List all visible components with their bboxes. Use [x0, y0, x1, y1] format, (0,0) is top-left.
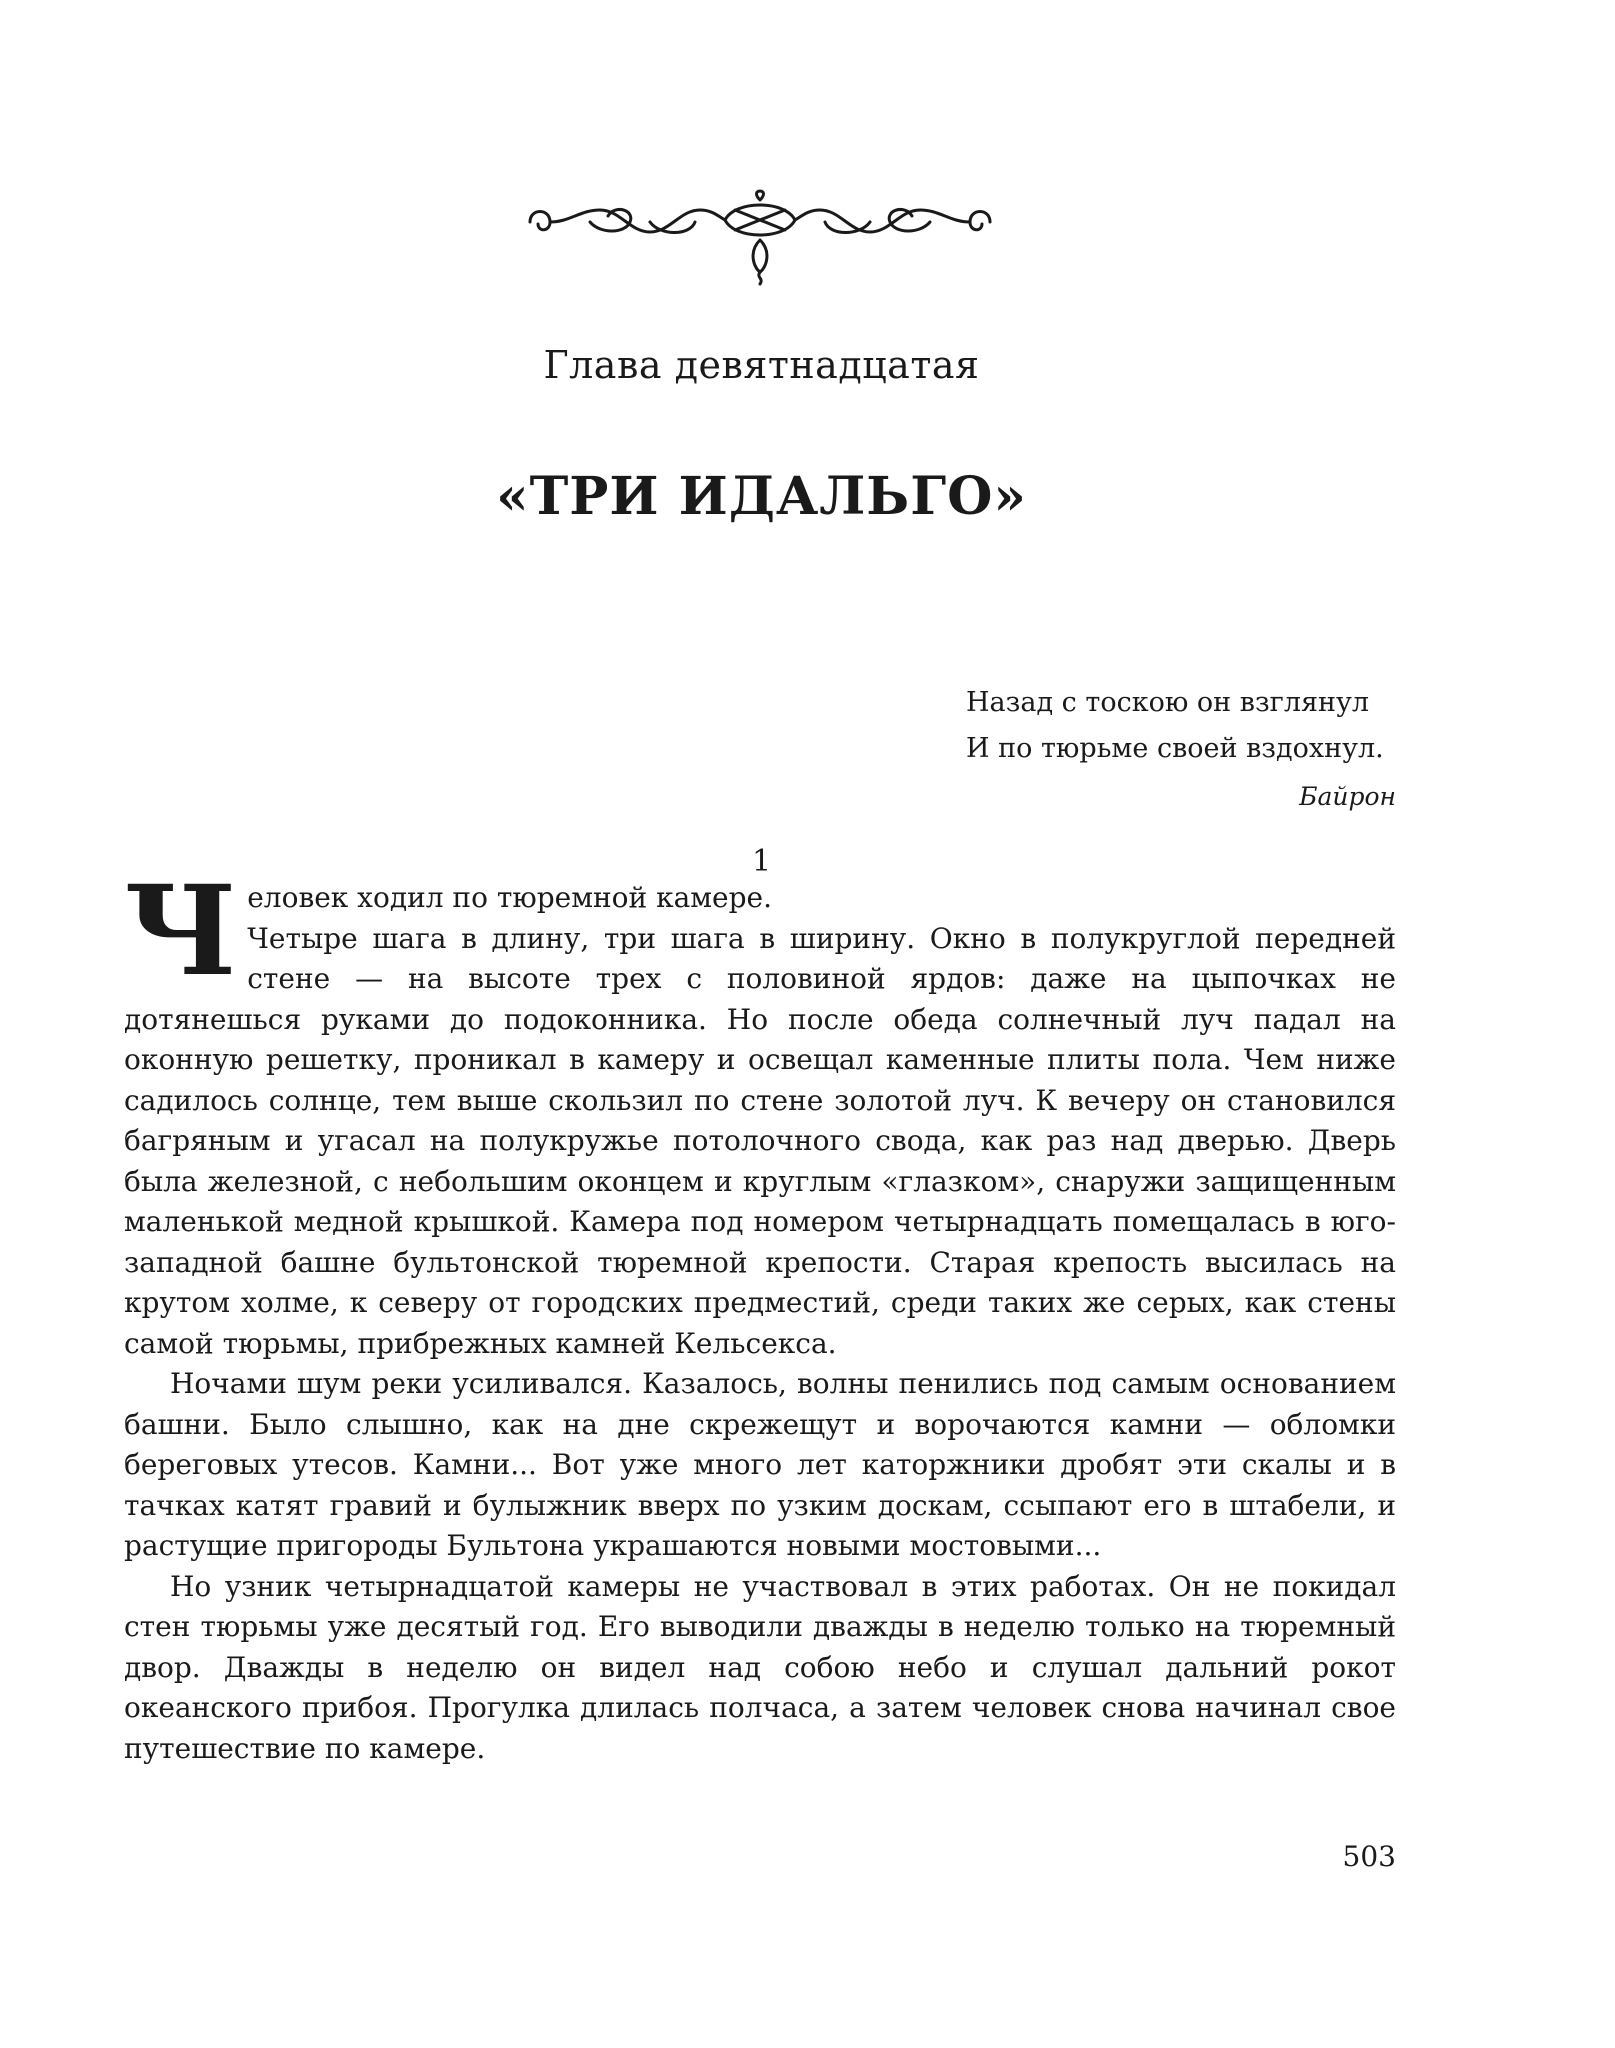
drop-cap: Ч: [124, 859, 238, 1004]
epigraph-line: Назад с тоскою он взглянул: [966, 687, 1370, 718]
paragraph-2: Четыре шага в длину, три шага в ширину. Окно в полукруглой передней стене — на высоте трех с половиной ярдов: даже на цыпочках не дотянешься руками до подоконника. Но после обеда солнечный луч падал на оконную решетку, проникал в камеру и освещал каменные плиты пола. Чем ниже садилось солнце, тем выше скользил по стене золотой луч. К вечеру он становился багряным и угасал на полукружье потолочного свода, как раз над дверью. Дверь была железной, с небольшим оконцем и круглым «глазком», снаружи защищенным маленькой медной крышкой. Камера под номером четырнадцать помещалась в юго-западной башне бультонской тюремной крепости. Старая крепость высилась на крутом холме, к северу от городских предместий, среди таких же серых, как стены самой тюрьмы, прибрежных камней Кельсекса.: [124, 921, 1396, 1360]
epigraph: [966, 680, 1396, 820]
page-number: 503: [1342, 1840, 1396, 1873]
chapter-title: «ТРИ ИДАЛЬГО»: [496, 466, 1027, 527]
scroll-ornament-icon: [520, 180, 1000, 290]
paragraph-4: Но узник четырнадцатой камеры не участвовал в этих работах. Он не покидал стен тюрьмы уже десятый год. Его выводили дважды в неделю только на тюремный двор. Дважды в неделю он видел над собою небо и слушал дальний рокот океанского прибоя. Прогулка длилась полчаса, а затем человек снова начинал свое путешествие по камере.: [124, 1569, 1396, 1765]
epigraph-author: Байрон: [1299, 782, 1396, 811]
epigraph-line: И по тюрьме своей вздохнул.: [966, 733, 1384, 764]
section-number: 1: [751, 844, 772, 879]
paragraph-3: Ночами шум реки усиливался. Казалось, волны пенились под самым основанием башни. Было слышно, как на дне скрежещут и ворочаются камни — обломки береговых утесов. Камни... Вот уже много лет каторжники дробят эти скалы и в тачках катят гравий и булыжник вверх по узким доскам, ссыпают его в штабели, и растущие пригороды Бультона украшаются новыми мостовыми...: [124, 1367, 1396, 1562]
paragraph-text: еловек ходил по тюремной камере.: [247, 881, 773, 914]
paragraph-1: [124, 859, 1396, 1004]
chapter-label: Глава девятнадцатая: [543, 343, 980, 387]
body-text: [124, 859, 1396, 1769]
